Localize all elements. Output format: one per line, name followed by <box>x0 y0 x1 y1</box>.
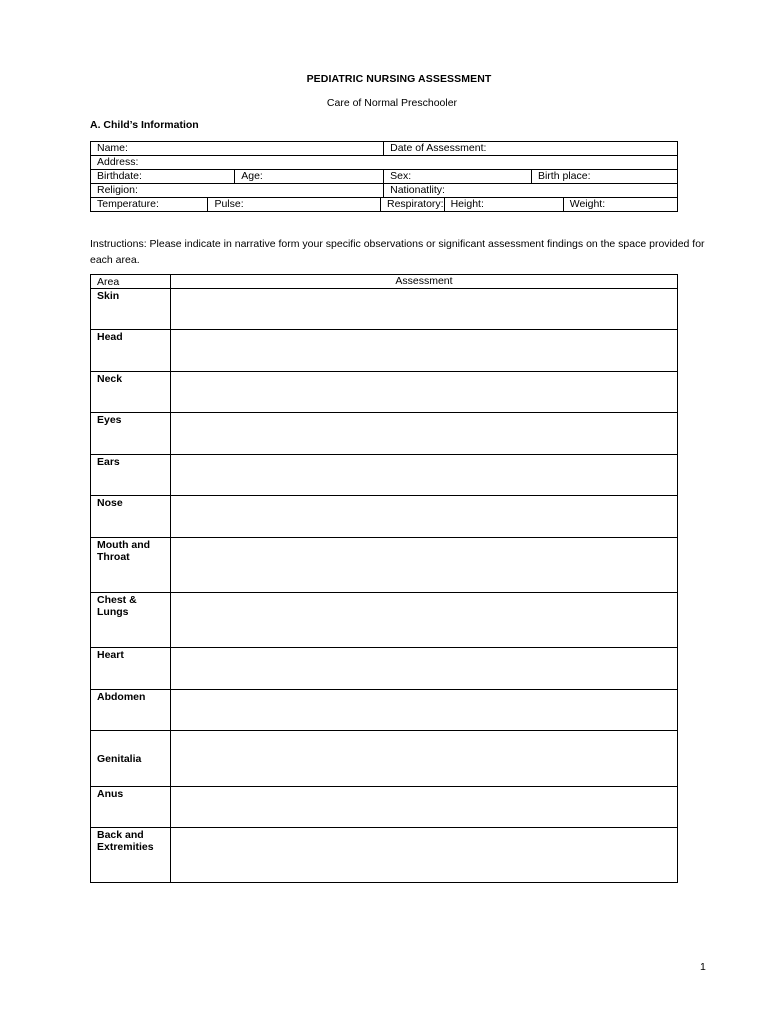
assessment-cell[interactable] <box>170 828 677 883</box>
assessment-cell[interactable] <box>170 731 677 787</box>
assessment-cell[interactable] <box>170 330 677 372</box>
area-label: Ears <box>91 455 171 496</box>
height-field[interactable]: Height: <box>444 198 563 212</box>
assessment-cell[interactable] <box>170 413 677 455</box>
sex-field[interactable]: Sex: <box>384 170 532 184</box>
pulse-field[interactable]: Pulse: <box>208 198 381 212</box>
assessment-cell[interactable] <box>170 690 677 731</box>
assessment-cell[interactable] <box>170 289 677 330</box>
area-label: Mouth and Throat <box>91 538 171 593</box>
assessment-cell[interactable] <box>170 455 677 496</box>
area-label: Heart <box>91 648 171 690</box>
area-label: Neck <box>91 372 171 413</box>
weight-field[interactable]: Weight: <box>563 198 677 212</box>
area-label: Genitalia <box>91 731 171 787</box>
address-field[interactable]: Address: <box>91 156 678 170</box>
page-number: 1 <box>700 961 706 973</box>
area-label: Chest & Lungs <box>91 593 171 648</box>
area-label: Eyes <box>91 413 171 455</box>
child-info-table <box>90 141 678 212</box>
assessment-cell[interactable] <box>170 787 677 828</box>
area-label: Head <box>91 330 171 372</box>
nationality-field[interactable]: Nationatlity: <box>384 184 678 198</box>
assessment-table <box>90 274 678 883</box>
respiratory-field[interactable]: Respiratory: <box>380 198 444 212</box>
birthdate-field[interactable]: Birthdate: <box>91 170 235 184</box>
page-subtitle: Care of Normal Preschooler <box>326 97 458 109</box>
assessment-cell[interactable] <box>170 648 677 690</box>
age-field[interactable]: Age: <box>235 170 384 184</box>
instructions-text: Instructions: Please indicate in narrative form your specific observations or significant assessment findings on the space provided for each area. <box>90 238 705 266</box>
page-title: PEDIATRIC NURSING ASSESSMENT <box>306 73 492 85</box>
column-header-assessment: Assessment <box>170 275 677 289</box>
section-heading: A. Child’s Information <box>90 119 199 131</box>
religion-field[interactable]: Religion: <box>91 184 384 198</box>
assessment-cell[interactable] <box>170 593 677 648</box>
temperature-field[interactable]: Temperature: <box>91 198 208 212</box>
date-of-assessment-field[interactable]: Date of Assessment: <box>384 142 678 156</box>
assessment-cell[interactable] <box>170 496 677 538</box>
area-label: Back and Extremities <box>91 828 171 883</box>
area-label: Skin <box>91 289 171 330</box>
assessment-cell[interactable] <box>170 538 677 593</box>
birth-place-field[interactable]: Birth place: <box>531 170 677 184</box>
assessment-cell[interactable] <box>170 372 677 413</box>
area-label: Nose <box>91 496 171 538</box>
area-label: Abdomen <box>91 690 171 731</box>
name-field[interactable]: Name: <box>91 142 384 156</box>
area-label: Anus <box>91 787 171 828</box>
column-header-area: Area <box>91 275 171 289</box>
